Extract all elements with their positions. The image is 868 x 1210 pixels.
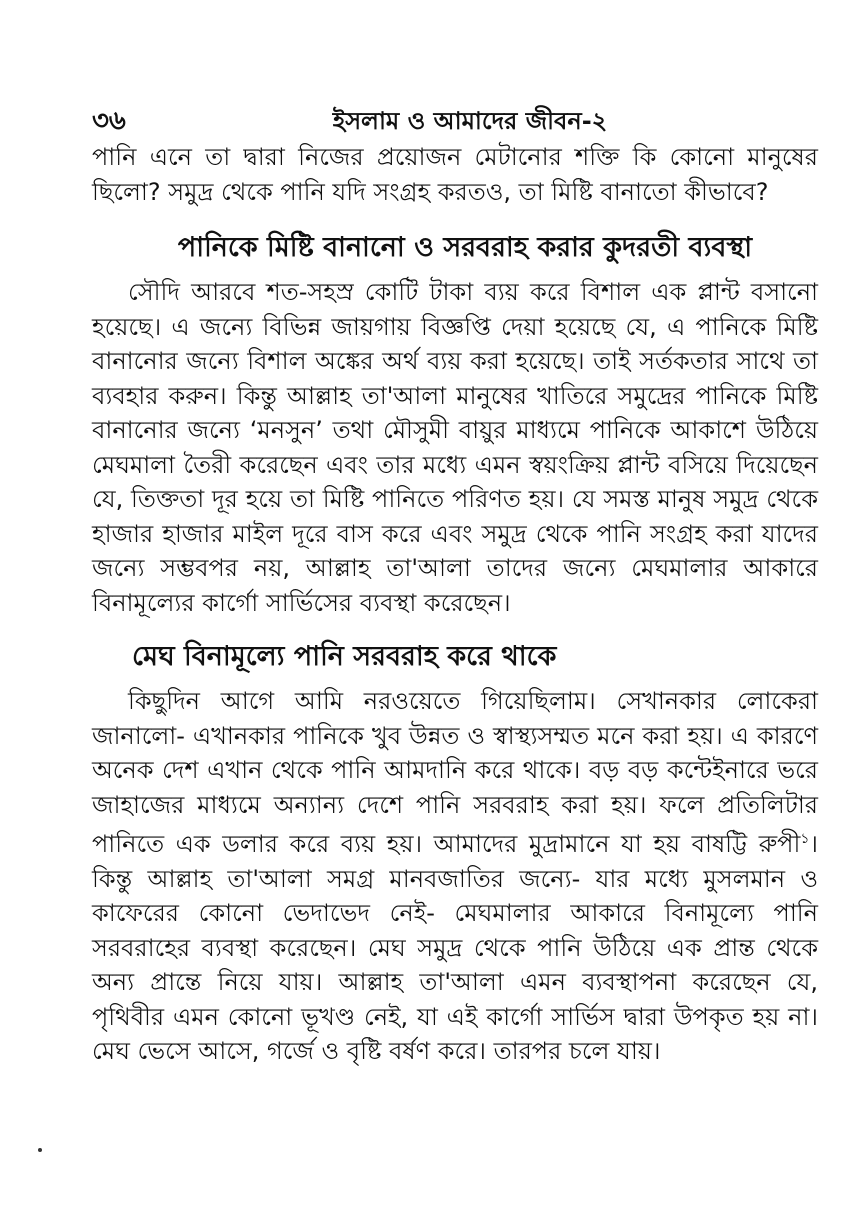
paragraph-text-part-1: কিছুদিন আগে আমি নরওয়েতে গিয়েছিলাম। সেখানকার লোকেরা জানালো- এখানকার পানিকে খুব উন্নত ও স্বাস্থ্যসম্মত মনে করা হয়। এ কারণে অনেক দেশ এখান থেকে পানি আমদানি করে থাকে। বড় বড় কন্টেইনারে ভরে জাহাজের মাধ্যমে অন্যান্য দেশে পানি সরবরাহ করা হয়। ফলে প্রতিলিটার পানিতে এক ডলার করে ব্যয় হয়। আমাদের মুদ্রামানে যা হয় বাষট্টি রুপী [92,687,818,858]
section-2-paragraph [92,684,818,1069]
running-header [92,100,818,140]
footnote-marker: ১ [800,831,810,847]
paragraph-text-part-2: । কিন্তু আল্লাহ তা'আলা সমগ্র মানবজাতির জন্যে- যার মধ্যে মুসলমান ও কাফেরের কোনো ভেদাভেদ নেই- মেঘমালার আকারে বিনামূল্যে পানি সরবরাহের ব্যবস্থা করেছেন। মেঘ সমুদ্র থেকে পানি উঠিয়ে এক প্রান্ত থেকে অন্য প্রান্তে নিয়ে যায়। আল্লাহ তা'আলা এমন ব্যবস্থাপনা করেছেন যে, পৃথিবীর এমন কোনো ভূখণ্ড নেই, যা এই কার্গো সার্ভিস দ্বারা উপকৃত হয় না। মেঘ ভেসে আসে, গর্জে ও বৃষ্টি বর্ষণ করে। তারপর চলে যায়। [92,830,818,1065]
intro-paragraph: পানি এনে তা দ্বারা নিজের প্রয়োজন মেটানোর শক্তি কি কোনো মানুষের ছিলো? সমুদ্র থেকে পানি যদি সংগ্রহ করতও, তা মিষ্টি বানাতো কীভাবে? [92,143,818,206]
section-heading-2: মেঘ বিনামূল্যে পানি সরবরাহ করে থাকে [132,641,557,672]
running-title: ইসলাম ও আমাদের জীবন-২ [332,107,608,135]
section-1-paragraph: সৌদি আরবে শত-সহস্র কোটি টাকা ব্যয় করে বিশাল এক প্লান্ট বসানো হয়েছে। এ জন্যে বিভিন্ন জায়গায় বিজ্ঞপ্তি দেয়া হয়েছে যে, এ পানিকে মিষ্টি বানানোর জন্যে বিশাল অঙ্কের অর্থ ব্যয় করা হয়েছে। তাই সর্তকতার সাথে তা ব্যবহার করুন। কিন্তু আল্লাহ তা'আলা মানুষের খাতিরে সমুদ্রের পানিকে মিষ্টি বানানোর জন্যে ‘মনসুন’ তথা মৌসুমী বায়ুর মাধ্যমে পানিকে আকাশে উঠিয়ে মেঘমালা তৈরী করেছেন এবং তার মধ্যে এমন স্বয়ংক্রিয় প্লান্ট বসিয়ে দিয়েছেন যে, তিক্ততা দূর হয়ে তা মিষ্টি পানিতে পরিণত হয়। যে সমস্ত মানুষ সমুদ্র থেকে হাজার হাজার মাইল দূরে বাস করে এবং সমুদ্র থেকে পানি সংগ্রহ করা যাদের জন্যে সম্ভবপর নয়, আল্লাহ তা'আলা তাদের জন্যে মেঘমালার আকারে বিনামূল্যের কার্গো সার্ভিসের ব্যবস্থা করেছেন। [92,278,818,617]
section-heading-1: পানিকে মিষ্টি বানানো ও সরবরাহ করার কুদরতী ব্যবস্থা [177,232,753,263]
print-speck [38,1148,42,1152]
page-number: ৩৬ [92,106,126,136]
